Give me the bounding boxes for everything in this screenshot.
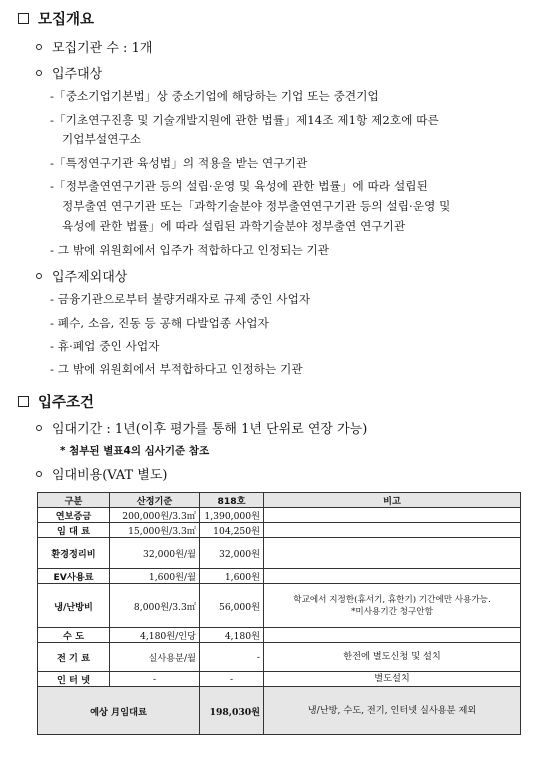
row-value: 4,180원 (200, 628, 264, 643)
row-basis: 15,000원/3.3㎡ (110, 523, 200, 538)
row-value: - (200, 643, 264, 672)
excluded-item: - 금융기관으로부터 불량거래자로 규제 중인 사업자 (50, 292, 311, 306)
excluded-item: - 폐수, 소음, 진동 등 공해 다발업종 사업자 (50, 316, 269, 330)
eligible-item: -「정부출연연구기관 등의 설립·운영 및 육성에 관한 법률」에 따라 설립된 (50, 179, 428, 193)
section-title-overview: 모집개요 (18, 8, 94, 29)
row-label: 수 도 (38, 628, 110, 643)
eligible-item: -「중소기업기본법」상 중소기업에 해당하는 기업 또는 중견기업 (50, 89, 379, 103)
header-remark: 비고 (264, 493, 521, 508)
excluded-item: - 그 밖에 위원회에서 부적합하다고 인정하는 기관 (50, 362, 303, 376)
table-header-row (38, 493, 521, 508)
row-value: 1,600원 (200, 569, 264, 584)
row-basis: 32,000원/월 (110, 538, 200, 569)
row-basis: 200,000원/3.3㎡ (110, 508, 200, 523)
table-total-row (38, 687, 521, 735)
eligible-item-cont: 육성에 관한 법률」에 따라 설립된 과학기술분야 정부출연 연구기관 (62, 219, 406, 233)
table-row (38, 523, 521, 538)
hvac-remark-line2: *미사용기간 청구안함 (351, 606, 433, 617)
screening-note: * 첨부된 별표4의 심사기준 참조 (60, 445, 210, 457)
section-title-conditions: 입주조건 (18, 391, 94, 412)
row-basis: 8,000원/3.3㎡ (110, 584, 200, 628)
eligible-item: - 그 밖에 위원회에서 입주가 적합하다고 인정되는 기관 (50, 243, 330, 257)
row-remark (264, 523, 521, 538)
row-label: 인 터 넷 (38, 672, 110, 687)
row-value: - (200, 672, 264, 687)
header-basis: 산정기준 (110, 493, 200, 508)
row-remark (264, 569, 521, 584)
row-basis: 1,600원/월 (110, 569, 200, 584)
eligible-item: -「특정연구기관 육성법」의 적용을 받는 연구기관 (50, 156, 308, 170)
recruit-count: 모집기관 수 : 1개 (36, 37, 152, 56)
checkbox-square-icon (18, 13, 29, 24)
hvac-remark-line1: 학교에서 지정한(휴서기, 휴한기) 기간에만 사용가능. (293, 594, 491, 605)
excluded-heading: 입주제외대상 (36, 266, 127, 285)
table-row (38, 643, 521, 672)
eligible-heading: 입주대상 (36, 63, 102, 82)
row-value: 104,250원 (200, 523, 264, 538)
eligible-item-cont: 기업부설연구소 (62, 132, 142, 146)
excluded-item: - 휴·폐업 중인 사업자 (50, 339, 160, 353)
row-remark: 별도설치 (264, 672, 521, 687)
circle-bullet-icon (36, 471, 42, 477)
row-remark (264, 628, 521, 643)
row-remark (264, 538, 521, 569)
row-remark: 한전에 별도신청 및 설치 (264, 643, 521, 672)
circle-bullet-icon (36, 425, 42, 431)
eligible-item-cont: 정부출연 연구기관 또는「과학기술분야 정부출연연구기관 등의 설립·운영 및 (62, 199, 451, 213)
table-row (38, 508, 521, 523)
row-label: 연보증금 (38, 508, 110, 523)
row-remark (264, 508, 521, 523)
table-row (38, 628, 521, 643)
row-value: 56,000원 (200, 584, 264, 628)
table-row (38, 584, 521, 628)
table-row (38, 538, 521, 569)
total-value: 198,030원 (200, 687, 264, 735)
table-row (38, 569, 521, 584)
header-category: 구분 (38, 493, 110, 508)
row-label: 환경정리비 (38, 538, 110, 569)
header-room: 818호 (200, 493, 264, 508)
circle-bullet-icon (36, 70, 42, 76)
row-value: 1,390,000원 (200, 508, 264, 523)
row-label: 임 대 료 (38, 523, 110, 538)
table-row (38, 672, 521, 687)
row-basis: 실사용분/월 (110, 643, 200, 672)
circle-bullet-icon (36, 44, 42, 50)
checkbox-square-icon (18, 396, 29, 407)
row-remark (264, 584, 521, 628)
lease-period: 임대기간 : 1년(이후 평가를 통해 1년 단위로 연장 가능) (36, 418, 367, 437)
eligible-item: -「기초연구진흥 및 기술개발지원에 관한 법률」제14조 제1항 제2호에 따른 (50, 113, 439, 127)
row-label: EV사용료 (38, 569, 110, 584)
total-remark: 냉/난방, 수도, 전기, 인터넷 실사용분 제외 (264, 687, 521, 735)
row-basis: - (110, 672, 200, 687)
cost-table (37, 492, 521, 735)
circle-bullet-icon (36, 273, 42, 279)
row-value: 32,000원 (200, 538, 264, 569)
total-label: 예상 月임대료 (38, 687, 200, 735)
row-label: 냉/난방비 (38, 584, 110, 628)
cost-heading: 임대비용(VAT 별도) (36, 464, 167, 483)
row-basis: 4,180원/인당 (110, 628, 200, 643)
row-label: 전 기 료 (38, 643, 110, 672)
